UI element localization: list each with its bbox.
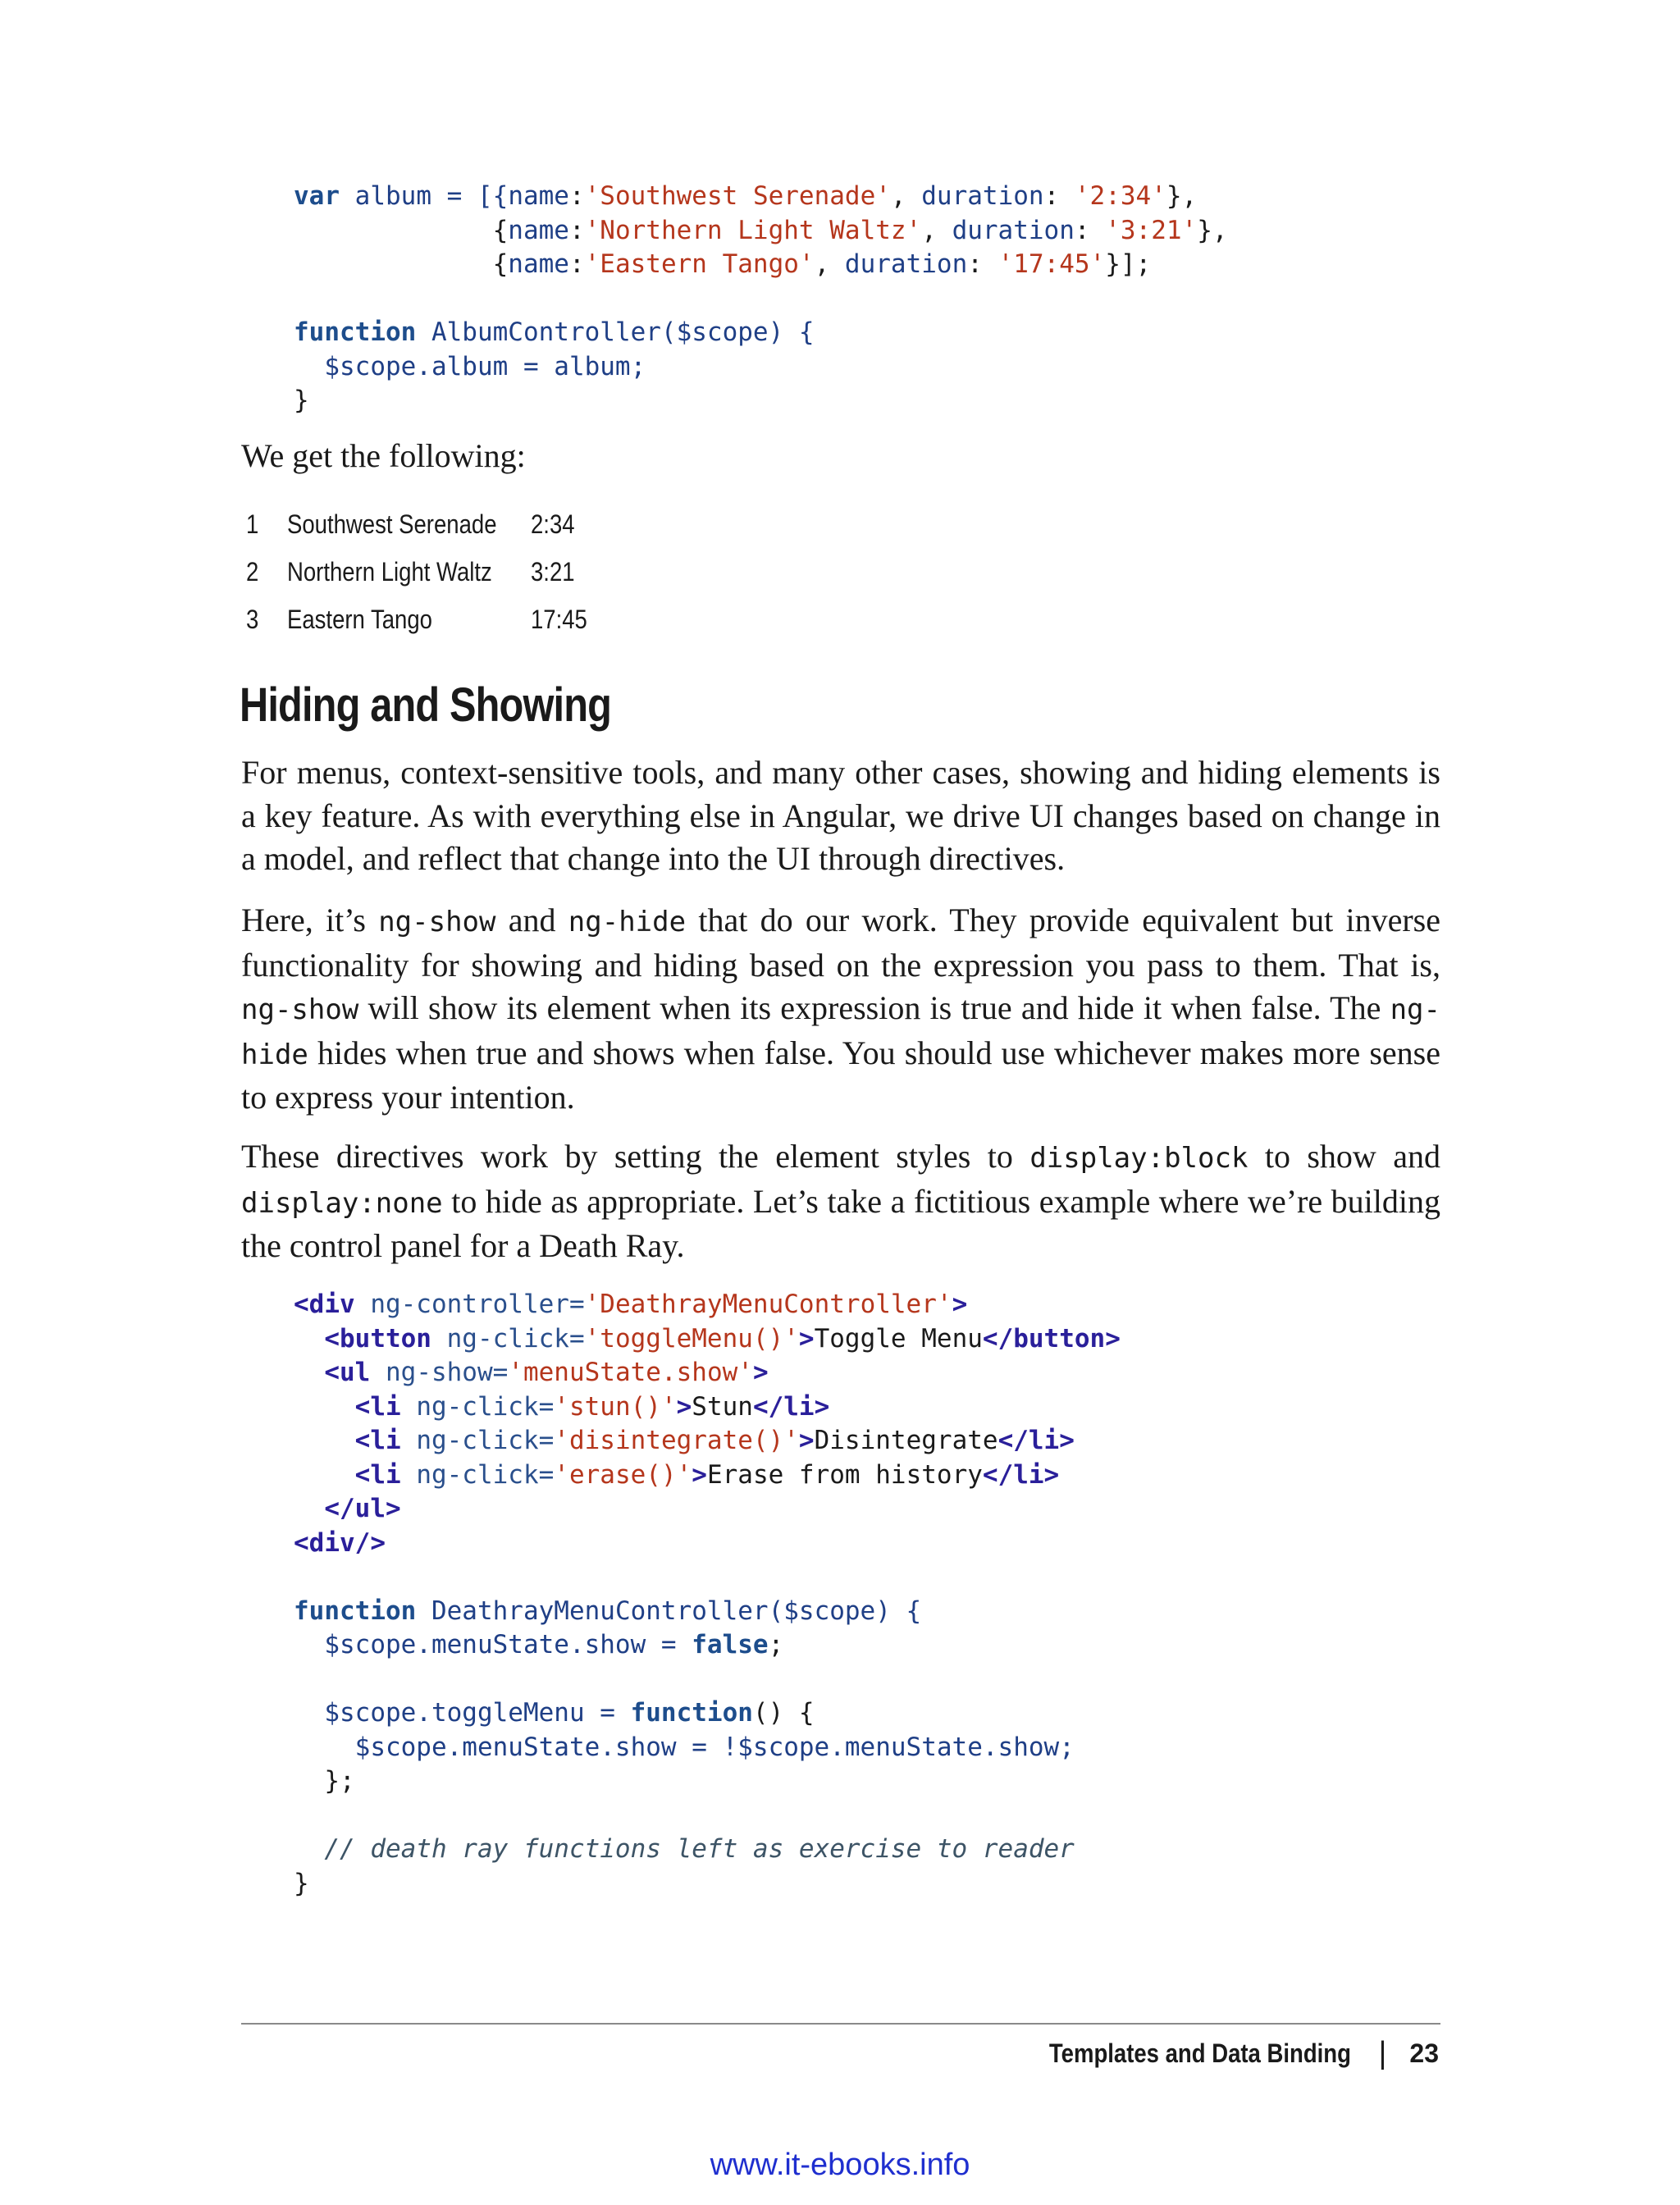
code-line: $scope.toggleMenu = function() { [294, 1698, 815, 1728]
song-name: Southwest Serenade [287, 509, 497, 539]
code-line: }; [294, 1766, 355, 1796]
code-line: } [294, 1868, 309, 1898]
code-line: function AlbumController($scope) { [294, 317, 815, 347]
code-blank-line [294, 282, 1228, 317]
paragraph-ng-show: Here, it’s ng-show and ng-hide that do our work. They provide equivalent but inverse functionality for showing and hiding based on the expression you pass to them. That is, ng-show will show its element when its expression is true and hide it when false. The ng-hide hides when true and shows when false. You should use whichever makes more sense to express your intention. [241, 902, 1440, 1116]
deathray-code-block [294, 1288, 1121, 1901]
code-line: } [294, 386, 309, 415]
code-blank-line [294, 1560, 1121, 1595]
code-blank-line [294, 1799, 1121, 1833]
code-line: <li ng-click='stun()'>Stun</li> [354, 1391, 830, 1422]
result-table [246, 500, 596, 643]
table-row [246, 500, 596, 548]
code-line: <li ng-click='erase()'>Erase from history</li> [354, 1459, 1060, 1490]
paragraph-directives: These directives work by setting the element styles to display:block to show and display:none to hide as appropriate. Let’s take a fictitious example where we’re building the control panel for a Death Ray. [241, 1138, 1440, 1264]
footer-divider [241, 2023, 1440, 2025]
code-line: <li ng-click='disintegrate()'>Disintegrate</li> [354, 1426, 1075, 1455]
song-name: Northern Light Waltz [287, 556, 492, 587]
table-row [246, 596, 596, 643]
code-line: $scope.menuState.show = !$scope.menuState.show; [294, 1732, 1075, 1762]
song-duration: 3:21 [531, 556, 575, 587]
row-number: 3 [246, 604, 259, 634]
page-number: 23 [1409, 2038, 1439, 2068]
code-line: {name:'Eastern Tango', duration: '17:45'}]; [294, 249, 1152, 279]
song-duration: 2:34 [531, 509, 575, 539]
code-blank-line [294, 1663, 1121, 1697]
section-heading: Hiding and Showing [240, 678, 612, 732]
code-line: <button ng-click='toggleMenu()'>Toggle Menu</button> [324, 1323, 1121, 1354]
row-number: 1 [246, 509, 259, 539]
page-footer [1000, 2033, 1439, 2074]
code-line: {name:'Northern Light Waltz', duration: '3:21'}, [294, 215, 1228, 245]
footer-separator: | [1378, 2035, 1387, 2070]
album-code-block [294, 180, 1228, 418]
code-line: var album = [{name:'Southwest Serenade', duration: '2:34'}, [294, 181, 1198, 211]
code-line: <div/> [294, 1527, 386, 1558]
watermark-link[interactable]: www.it-ebooks.info [710, 2148, 970, 2182]
song-duration: 17:45 [531, 604, 587, 634]
code-line: </ul> [324, 1494, 401, 1523]
code-line: <div ng-controller='DeathrayMenuController'> [294, 1290, 968, 1319]
code-line: <ul ng-show='menuState.show'> [324, 1358, 769, 1387]
chapter-title: Templates and Data Binding [1048, 2038, 1351, 2068]
code-line: $scope.menuState.show = false; [294, 1630, 784, 1659]
paragraph-menus: For menus, context-sensitive tools, and many other cases, showing and hiding elements is a key feature. As with everything else in Angular, we drive UI changes based on change in a model, and reflect that change into the UI through directives. [241, 754, 1440, 877]
table-row [246, 548, 596, 596]
intro-text: We get the following: [241, 437, 526, 474]
code-line: function DeathrayMenuController($scope) { [294, 1596, 922, 1626]
code-line: $scope.album = album; [294, 351, 646, 381]
row-number: 2 [246, 556, 259, 587]
code-line: // death ray functions left as exercise to reader [324, 1834, 1075, 1864]
song-name: Eastern Tango [287, 604, 432, 634]
